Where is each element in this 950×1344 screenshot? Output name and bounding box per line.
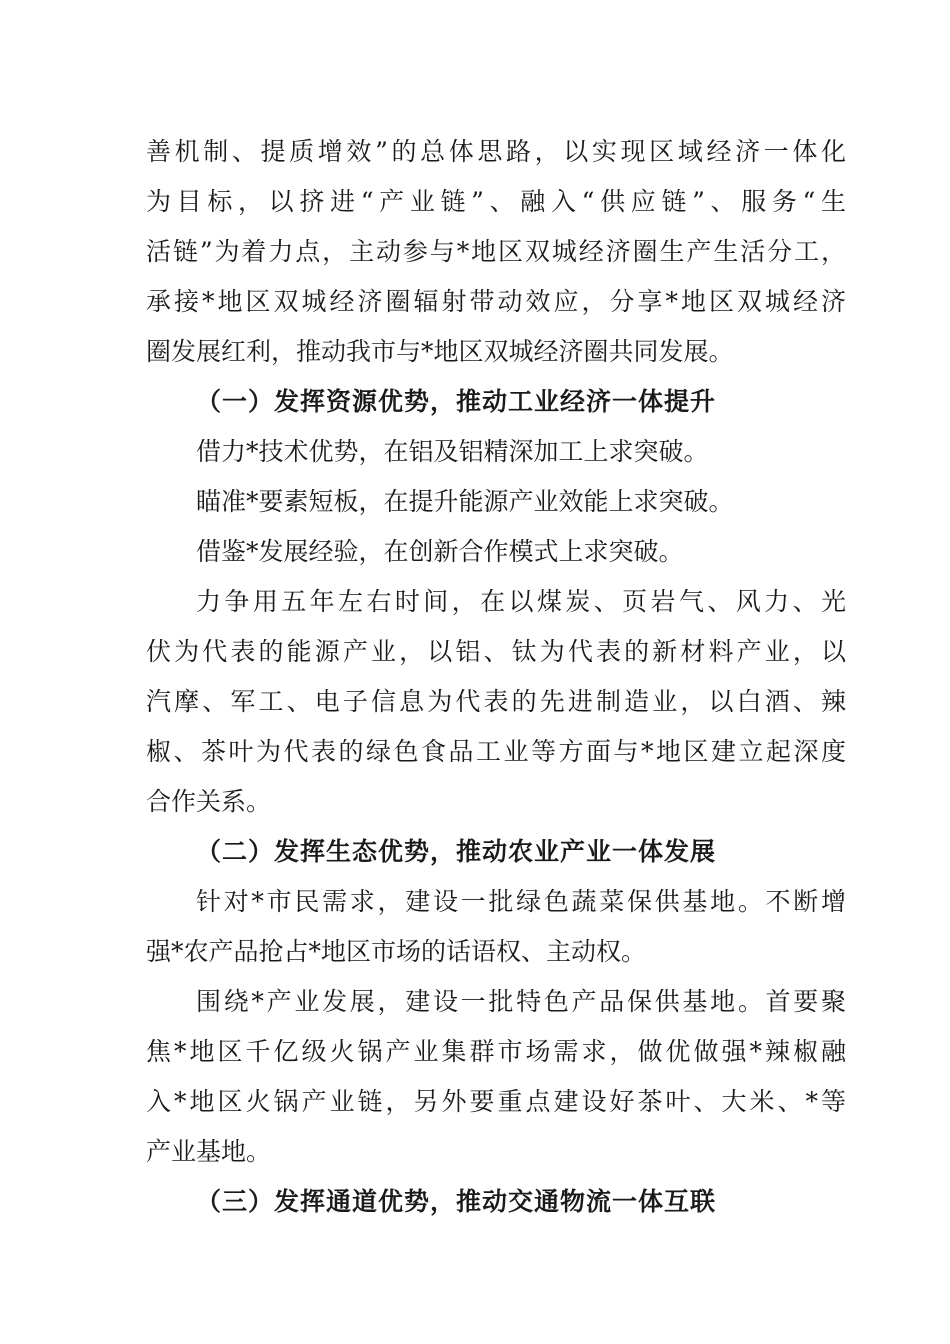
- paragraph-line: 强*农产品抢占*地区市场的话语权、主动权。: [146, 937, 647, 966]
- paragraph-line: 产业基地。: [146, 1137, 272, 1166]
- paragraph-line: 借力*技术优势，在铝及铝精深加工上求突破。: [196, 437, 709, 466]
- paragraph-line: 承接*地区双城经济圈辐射带动效应，分享*地区双城经济: [146, 287, 846, 316]
- section-heading-2: （二）发挥生态优势，推动农业产业一体发展: [196, 837, 717, 866]
- paragraph-line: 伏为代表的能源产业，以铝、钛为代表的新材料产业，以: [146, 637, 846, 666]
- section-heading-3: （三）发挥通道优势，推动交通物流一体互联: [196, 1187, 717, 1216]
- paragraph-line: 合作关系。: [146, 787, 272, 816]
- section-heading-1: （一）发挥资源优势，推动工业经济一体提升: [196, 387, 717, 416]
- paragraph-line: 为目标，以挤进“产业链”、融入“供应链”、服务“生: [146, 187, 846, 216]
- paragraph-line: 活链”为着力点，主动参与*地区双城经济圈生产生活分工，: [146, 237, 846, 266]
- paragraph-line: 圈发展红利，推动我市与*地区双城经济圈共同发展。: [146, 337, 734, 366]
- paragraph-line: 借鉴*发展经验，在创新合作模式上求突破。: [196, 537, 684, 566]
- paragraph-line: 针对*市民需求，建设一批绿色蔬菜保供基地。不断增: [196, 887, 846, 916]
- paragraph-line: 围绕*产业发展，建设一批特色产品保供基地。首要聚: [196, 987, 846, 1016]
- paragraph-line: 入*地区火锅产业链，另外要重点建设好茶叶、大米、*等: [146, 1087, 846, 1116]
- paragraph-line: 椒、茶叶为代表的绿色食品工业等方面与*地区建立起深度: [146, 737, 846, 766]
- paragraph-line: 力争用五年左右时间，在以煤炭、页岩气、风力、光: [196, 587, 846, 616]
- paragraph-line: 焦*地区千亿级火锅产业集群市场需求，做优做强*辣椒融: [146, 1037, 846, 1066]
- paragraph-line: 善机制、提质增效”的总体思路，以实现区域经济一体化: [146, 137, 846, 166]
- paragraph-line: 瞄准*要素短板，在提升能源产业效能上求突破。: [196, 487, 734, 516]
- paragraph-line: 汽摩、军工、电子信息为代表的先进制造业，以白酒、辣: [146, 687, 846, 716]
